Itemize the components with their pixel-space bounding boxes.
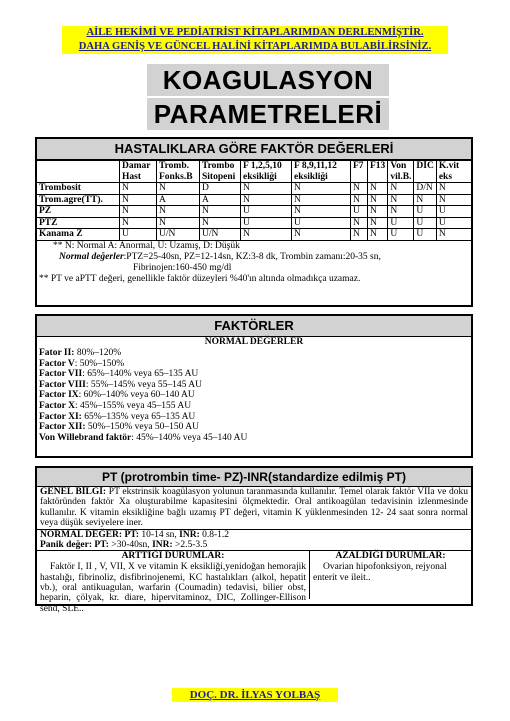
table-cell: N — [368, 194, 388, 206]
pt-panic-value: Panik değer: PT: >30-40sn, INR: >2.5-3.5 — [37, 540, 471, 551]
table-cell: D/N — [414, 183, 436, 195]
table-cell: N — [292, 194, 351, 206]
table-header-cell: F7 — [351, 161, 368, 183]
factor-values-section — [35, 137, 473, 307]
table-row — [37, 229, 471, 241]
table-cell: U/N — [157, 229, 200, 241]
table-cell: U — [120, 229, 157, 241]
table-cell: N — [368, 183, 388, 195]
table-header-cell: Damar Hast — [120, 161, 157, 183]
banner-line-1: AİLE HEKİMİ VE PEDİATRİST KİTAPLARIMDAN DERLENMİŞTİR. — [86, 27, 424, 38]
table-row — [37, 217, 471, 229]
pt-section — [35, 466, 473, 614]
table-cell: U — [241, 206, 292, 218]
table-cell: U — [388, 217, 414, 229]
table-cell: N — [368, 206, 388, 218]
normal-values: :PTZ=25-40sn, PZ=12-14sn, KZ:3-8 dk, Trombin zamanı:20-35 sn, — [123, 251, 381, 262]
table-cell: N — [351, 194, 368, 206]
page-title-line-1: KOAGULASYON — [147, 64, 389, 96]
factors-section — [35, 314, 473, 458]
table-cell: N — [368, 217, 388, 229]
table-cell: N — [200, 217, 241, 229]
table-cell: N — [436, 229, 471, 241]
table-cell: N — [241, 183, 292, 195]
table-cell: N — [157, 183, 200, 195]
decrease-heading: AZALDIĞI DURUMLAR: — [335, 551, 446, 562]
factor-values-table — [37, 160, 471, 241]
list-item: Factor XII: 50%–150% veya 50–150 AU — [39, 422, 199, 433]
table-cell: U — [436, 206, 471, 218]
general-info-text: PT ekstrinsik koagülasyon yolunun taranmasında kullanılır. Temel olarak faktör VIIa ve doku faktöründen faktör Xa oluşturabilme kapasitesini ölçmektedir. Oral antikoagülan tedavisinin izlenmesinde kullanılır. K vitamin eksikliğine bağlı uzamış PT değeri, vitamin K yüklenmesinden 12- 24 saat sonra normal veya düşük seviyelere iner. — [40, 487, 469, 529]
table-cell: U — [414, 206, 436, 218]
increase-conditions — [37, 551, 310, 614]
list-item: Factor XI: 65%–135% veya 65–135 AU — [39, 411, 196, 422]
table-cell: N — [157, 206, 200, 218]
list-item: Von Willebrand faktör: 45%–140% veya 45–140 AU — [39, 432, 248, 443]
table-header-cell: K.vit eks — [436, 161, 471, 183]
table-cell: U — [292, 217, 351, 229]
table-cell: U — [241, 217, 292, 229]
table-cell: Trom.agre(TT). — [37, 194, 120, 206]
table-header-cell: DİC — [414, 161, 436, 183]
normal-values-label: Normal değerler — [59, 251, 124, 262]
pt-conditions — [37, 551, 471, 614]
fibrinogen-text: Fibrinojen:160-450 mg/dl — [133, 262, 232, 273]
table-cell: PTZ — [37, 217, 120, 229]
table-cell: D — [200, 183, 241, 195]
table-cell: N — [388, 206, 414, 218]
table-row — [37, 194, 471, 206]
table-cell: N — [120, 183, 157, 195]
source-banner — [62, 26, 448, 54]
table-cell: A — [200, 194, 241, 206]
table-cell: U — [388, 229, 414, 241]
list-item: Factor X: 45%–155% veya 45–155 AU — [39, 400, 192, 411]
table-header-cell: Von vil.B. — [388, 161, 414, 183]
table-cell: U — [414, 229, 436, 241]
decrease-conditions — [310, 551, 471, 599]
table-row — [37, 206, 471, 218]
table-header-cell: Tromb. Fonks.B — [157, 161, 200, 183]
table-cell: N — [292, 206, 351, 218]
table-cell: N — [292, 183, 351, 195]
table-cell: Trombosit — [37, 183, 120, 195]
table-cell: N — [368, 229, 388, 241]
increase-text: Faktör I, II , V, VII, X ve vitamin K eksikliği,yenidoğan hemorajik hastalığı, fibrinoliz, disfibrinojenemi, KC hastalıkları (alkol, hepatit vb.), oral antikuagulan, warfarin (Coumadin) tedavisi, bilier obst, heparin, çölyak, kr. diare, hipervitaminoz, DIC, Zollinger-Ellison send, SLE.. — [40, 562, 306, 614]
table-header-cell — [37, 161, 120, 183]
table-cell: N — [436, 194, 471, 206]
list-item: Fator II: 80%–120% — [39, 348, 122, 358]
increase-heading: ARTTIĞI DURUMLAR: — [121, 551, 225, 562]
table-header-cell: Trombo Sitopeni — [200, 161, 241, 183]
table-cell: N — [241, 194, 292, 206]
author-signature: DOÇ. DR. İLYAS YOLBAŞ — [172, 688, 338, 702]
table-cell: N — [388, 194, 414, 206]
normal-values-text — [37, 252, 471, 263]
table-header-row — [37, 161, 471, 183]
legend-text: ** N: Normal A: Anormal, U: Uzamış, D: Düşük — [53, 240, 240, 251]
pt-heading: PT (protrombin time- PZ)-INR(standardize edilmiş PT) — [37, 468, 471, 487]
table-cell: N — [120, 217, 157, 229]
table-cell: N — [436, 183, 471, 195]
table-cell: N — [120, 194, 157, 206]
table-cell: N — [241, 229, 292, 241]
table-cell: U — [436, 217, 471, 229]
table-cell: N — [388, 183, 414, 195]
table-cell: N — [351, 217, 368, 229]
decrease-text: Ovarian hipofonksiyon, rejyonal enterit ve ileit.. — [313, 562, 447, 583]
factor-values-heading: HASTALIKLARA GÖRE FAKTÖR DEĞERLERİ — [37, 139, 471, 160]
table-header-cell: F13 — [368, 161, 388, 183]
factors-heading: FAKTÖRLER — [37, 316, 471, 337]
table-cell: N — [157, 217, 200, 229]
pt-general-info — [37, 487, 471, 530]
table-cell: U — [414, 217, 436, 229]
list-item: Factor V: 50%–150% — [39, 358, 125, 369]
page-title-line-2: PARAMETRELERİ — [147, 98, 389, 130]
footnote-text: ** PT ve aPTT değeri, genellikle faktör düzeyleri %40'ın altında olmadıkça uzamaz. — [39, 273, 361, 284]
table-cell: N — [351, 229, 368, 241]
table-cell: U — [351, 206, 368, 218]
table-cell: U/N — [200, 229, 241, 241]
pt-normal-value: NORMAL DEĞER: PT: 10-14 sn, INR: 0.8-1.2 — [40, 529, 230, 540]
list-item: Factor VII: 65%–140% veya 65–135 AU — [39, 369, 199, 380]
table-cell: PZ — [37, 206, 120, 218]
list-item: Factor IX: 60%–140% veya 60–140 AU — [39, 390, 195, 401]
table-cell: N — [351, 183, 368, 195]
banner-line-2: DAHA GENİŞ VE GÜNCEL HALİNİ KİTAPLARIMDA BULABİLİRSİNİZ. — [78, 41, 432, 52]
table-cell: N — [200, 206, 241, 218]
general-info-label: GENEL BİLGİ: — [40, 487, 107, 497]
table-cell: A — [157, 194, 200, 206]
table-cell: N — [292, 229, 351, 241]
list-item: Factor VIII: 55%–145% veya 55–145 AU — [39, 379, 202, 390]
table-header-cell: F 1,2,5,10 eksikliği — [241, 161, 292, 183]
table-row — [37, 183, 471, 195]
table-cell: Kanama Z — [37, 229, 120, 241]
table-header-cell: F 8,9,11,12 eksikliği — [292, 161, 351, 183]
table-cell: N — [120, 206, 157, 218]
factors-subheading: NORMAL DEĞERLER — [204, 337, 304, 347]
table-cell: N — [414, 194, 436, 206]
